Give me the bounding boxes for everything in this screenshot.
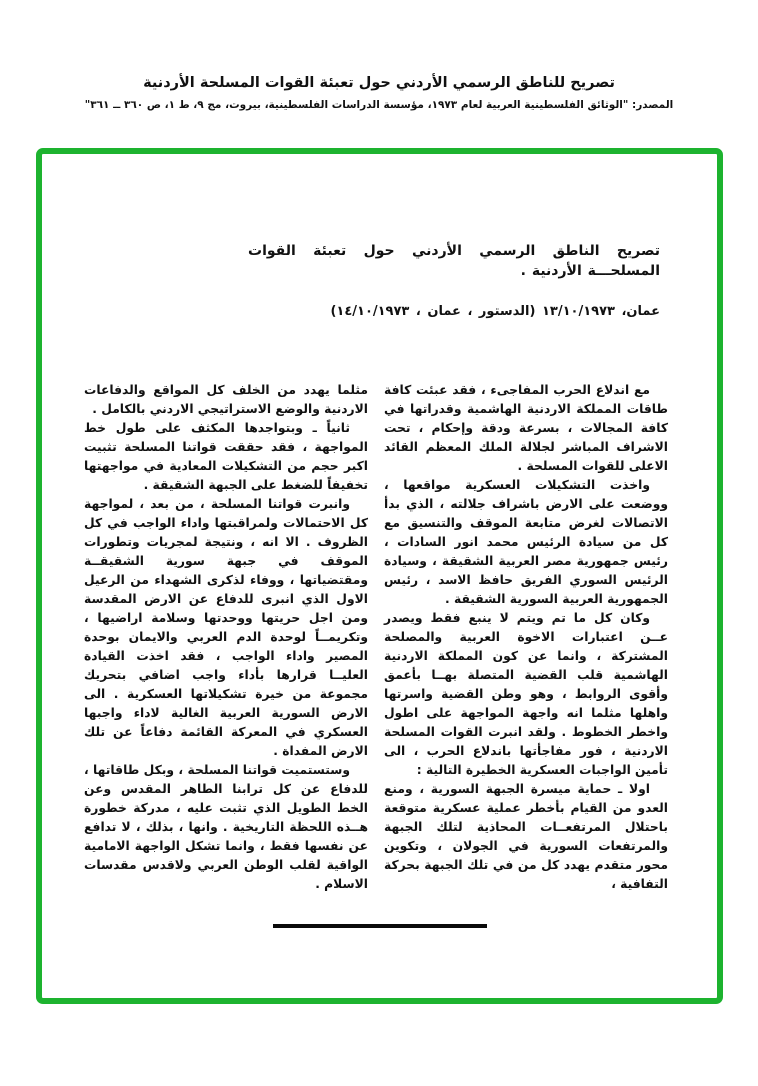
paragraph: اولا ـ حماية ميسرة الجبهة السورية ، ومنع العدو من القيام بأخطر عملية عسكرية متوقعة باحتلال المرتفعــات المحاذية لتلك الجبهة والمرتفعات السورية في الجولان ، وتكوين محور متقدم يهدد كل من في تلك الجبهة بحركة التفافية ، [384, 782, 668, 891]
scanned-document [42, 242, 717, 1086]
document-heading: تصريح الناطق الرسمي الأردني حول تعبئة القوات المسلحـــة الأردنية . [248, 243, 660, 279]
source-line: المصدر: "الوثائق الفلسطينية العربية لعام ١٩٧٣، مؤسسة الدراسات الفلسطينية، بيروت، مج ٩، ط ١، ص ٣٦٠ ــ ٣٦١" [84, 99, 674, 111]
page-title: تصريح للناطق الرسمي الأردني حول تعبئة القوات المسلحة الأردنية [143, 75, 615, 91]
document-dateline: عمان، ١٣/١٠/١٩٧٣ (الدستور ، عمان ، ١٤/١٠/١٩٧٣) [330, 304, 660, 319]
paragraph: واخذت التشكيلات العسكرية مواقعها ، ووضعت على الارض باشراف جلالته ، الذي بدأ الاتصالات لغرض متابعة الموقف والتنسيق مع كل من سيادة الرئيس محمد انور السادات ، رئيس جمهورية مصر العربية الشقيقة ، وسيادة الرئيس السوري الفريق حافظ الاسد ، رئيس الجمهورية العربية السورية الشقيقة . [384, 478, 668, 606]
document-frame [36, 148, 723, 1004]
document-columns [84, 381, 668, 894]
paragraph: وكان كل ما تم ويتم لا ينبع فقط ويصدر عــن اعتبارات الاخوة العربية والمصلحة المشتركة ، وانما عن كون المملكة الاردنية الهاشمية قلب القضية المتصلة بهــا بأعمق وأقوى الروابط ، وهو وطن القضية واسرتها واهلها مثلما انه واجهة المواجهة على اطول واخطر الخطوط . ولقد انبرت القوات المسلحة الاردنية ، فور مفاجأتها باندلاع الحرب ، الى تأمين الواجبات العسكرية الخطيرة التالية : [384, 611, 668, 777]
page-header [0, 0, 758, 111]
end-of-document-rule [273, 924, 487, 928]
paragraph: وانبرت قواتنا المسلحة ، من بعد ، لمواجهة كل الاحتمالات ولمراقبتها واداء الواجب في كل الظروف . الا انه ، ونتيجة لمجريات وتطورات الموقف في جبهة سورية الشقيقــة ومقتضياتها ، ووفاء لذكرى الشهداء من الرعيل الاول الذي انبرى للدفاع عن الارض المقدسة ومن اجل حريتها ووحدتها وسلامة اراضيها ، وتكريمــاً لوحدة الدم العربي والايمان بوحدة المصير واداء الواجب ، فقد اخذت القيادة العليــا قرارها بأداء واجب اضافي بتحريك مجموعة من خيرة تشكيلاتها العسكرية . الى الارض السورية العربية الغالية لاداء واجبها العسكري في المعركة القائمة دفاعاً عن تلك الارض المفداة . [84, 497, 368, 758]
text-column-right [384, 381, 668, 894]
paragraph: مع اندلاع الحرب المفاجىء ، فقد عبئت كافة طاقات المملكة الاردنية الهاشمية وقدراتها في كافة المجالات ، بسرعة ودقة وإحكام ، تحت الاشراف المباشر لجلالة الملك المعظم القائد الاعلى للقوات المسلحة . [384, 383, 668, 473]
text-column-left [84, 381, 368, 894]
paragraph: وستستميت قواتنا المسلحة ، وبكل طاقاتها ، للدفاع عن كل ترابنا الطاهر المقدس وعن الخط الطويل الذي تثبت عليه ، مدركة خطورة هــذه اللحظة التاريخية . وانها ، بذلك ، لا تدافع عن نفسها فقط ، وانما تشكل الواجهة الامامية الواقية لقلب الوطن العربي ولاقدس مقدسات الاسلام . [84, 763, 368, 891]
paragraph: مثلما يهدد من الخلف كل المواقع والدفاعات الاردنية والوضع الاستراتيجي الاردني بالكامل . [84, 383, 368, 416]
paragraph: ثانياً ـ وبتواجدها المكثف على طول خط المواجهة ، فقد حققت قواتنا المسلحة تثبيت اكبر حجم من التشكيلات المعادية في مواجهتها تخفيفاً للضغط على الجبهة الشقيقة . [84, 421, 368, 492]
